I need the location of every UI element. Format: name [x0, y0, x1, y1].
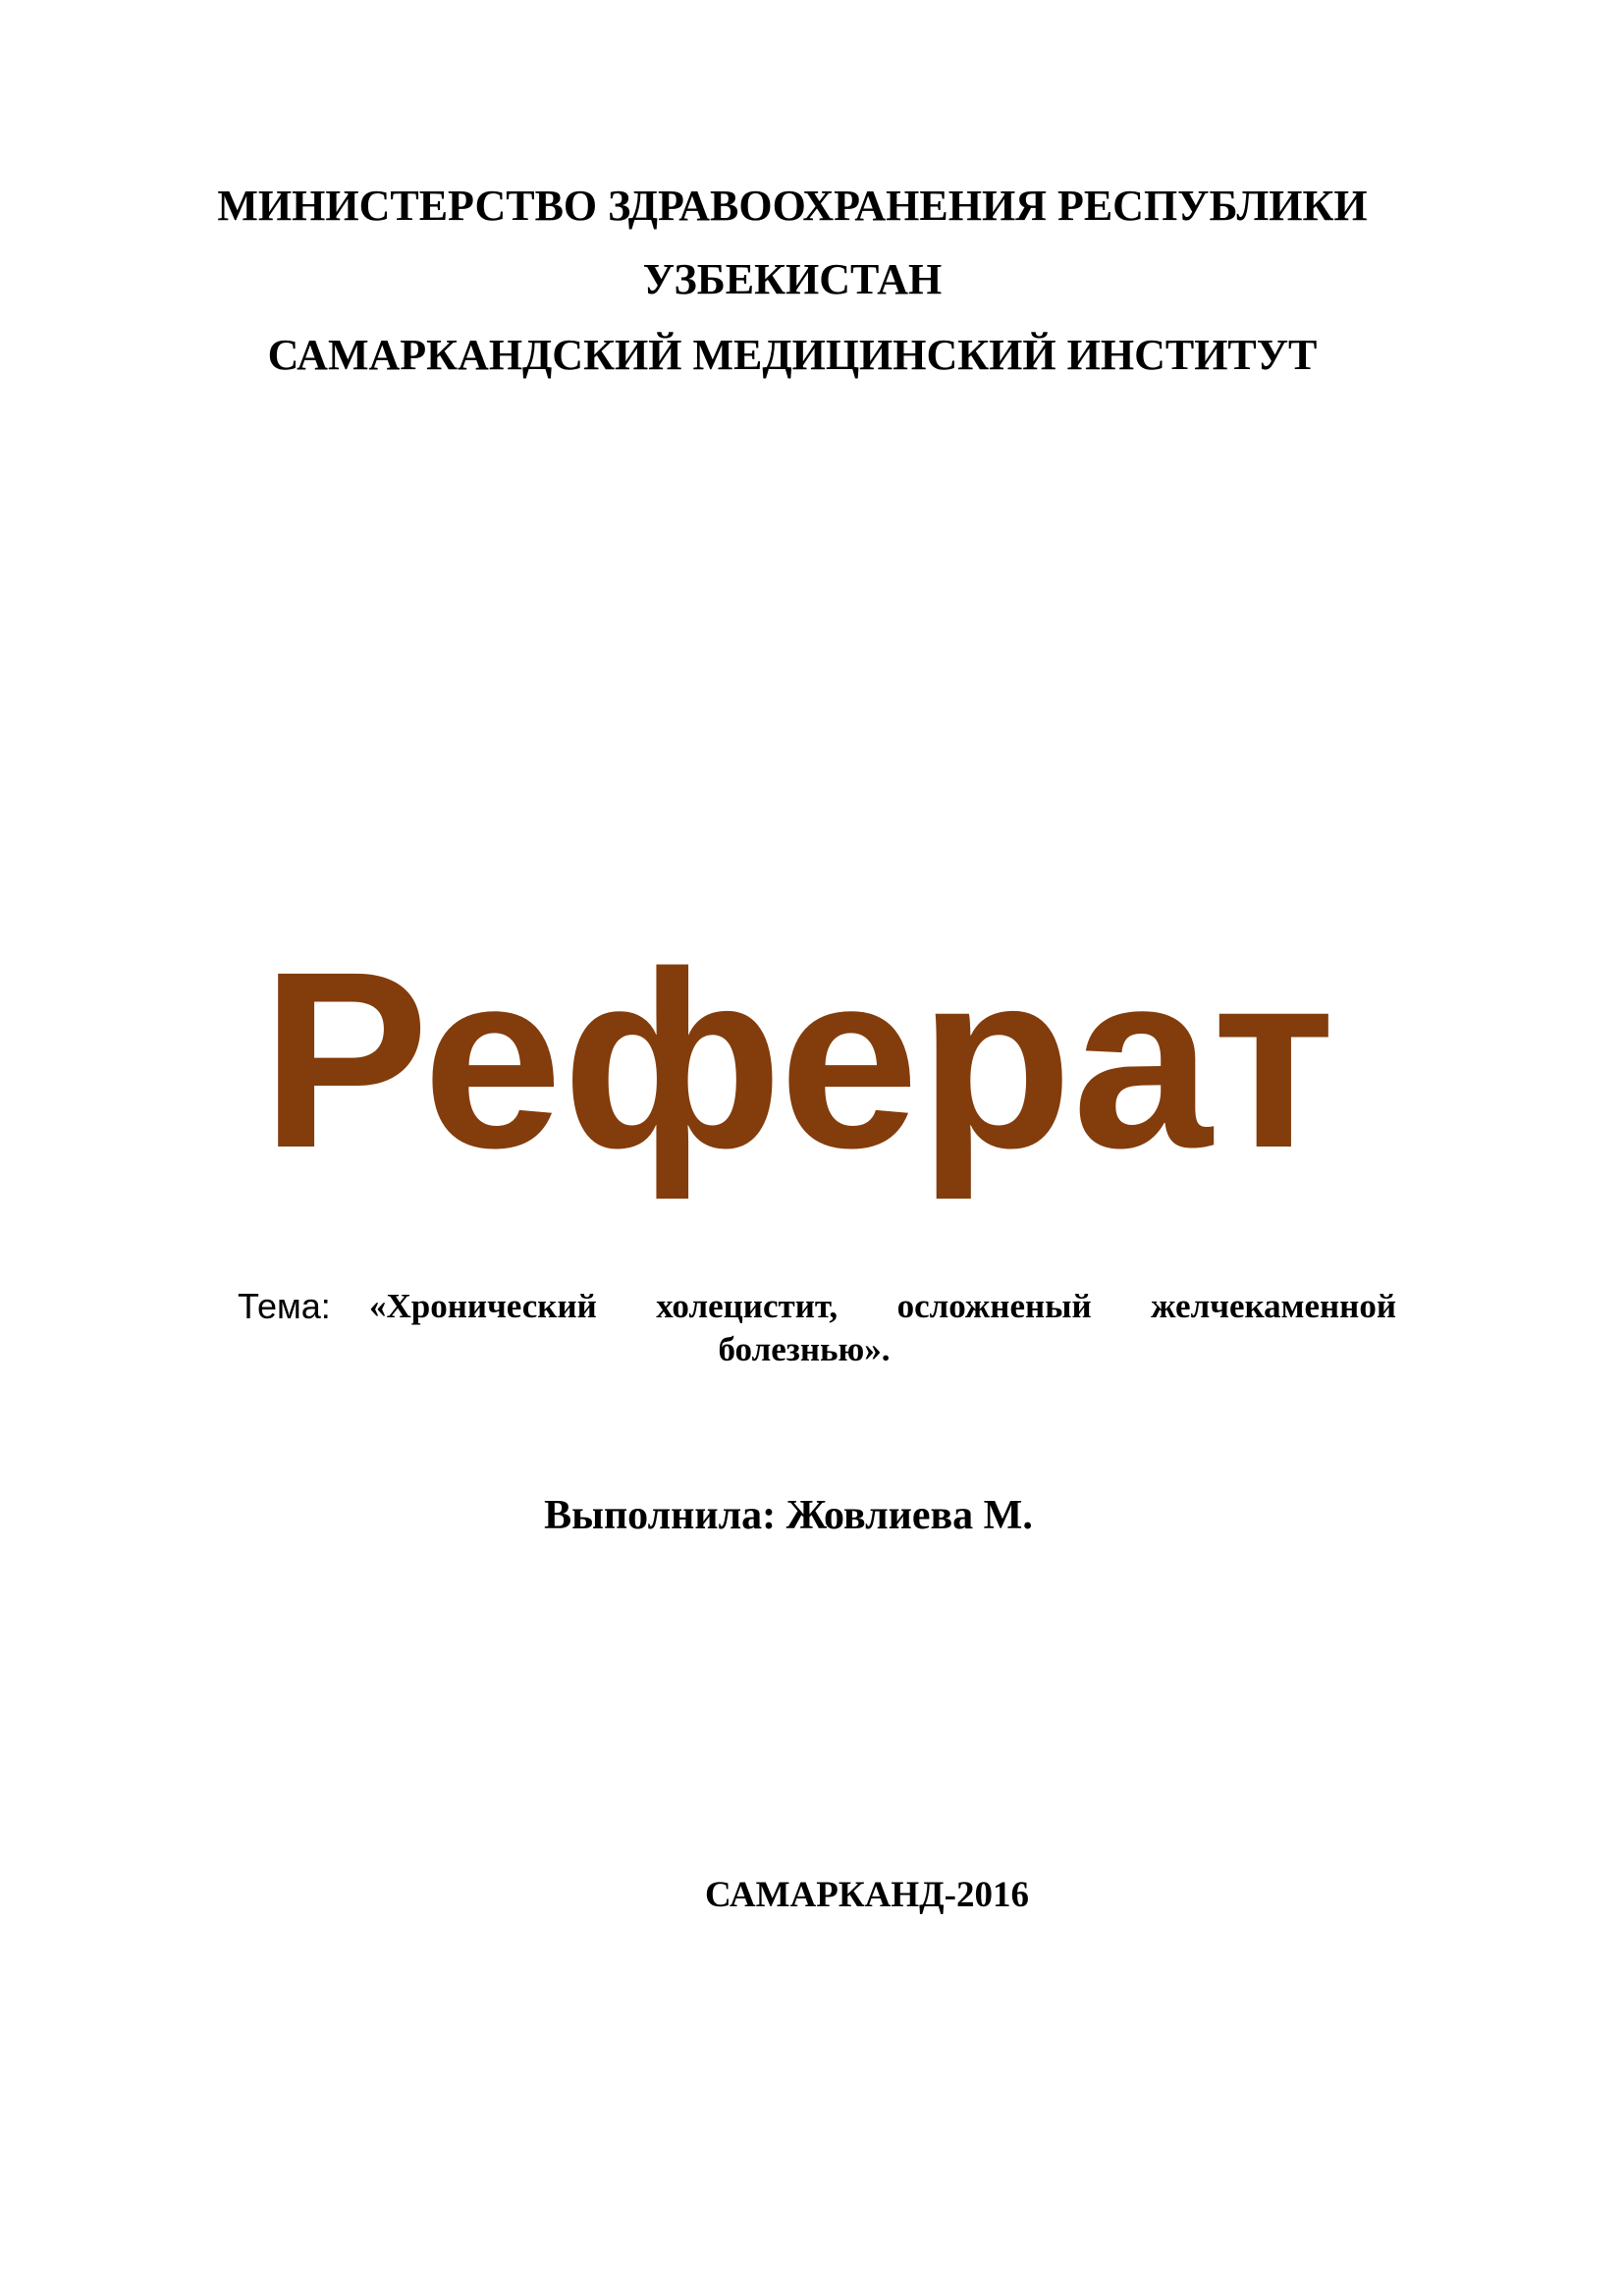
topic-text-line-2: болезнью».: [718, 1330, 891, 1368]
author-line: Выполнила: Жовлиева М.: [544, 1493, 1033, 1538]
ministry-heading-line-2: УЗБЕКИСТАН: [642, 255, 943, 303]
topic-block: [238, 1284, 1396, 1329]
topic-label: Тема:: [238, 1286, 331, 1326]
document-title: Реферат: [261, 920, 1335, 1201]
institute-heading: САМАРКАНДСКИЙ МЕДИЦИНСКИЙ ИНСТИТУТ: [267, 331, 1318, 379]
topic-text-line-1: «Хронический холецистит, осложненый желчекаменной: [369, 1287, 1396, 1325]
ministry-heading-line-1: МИНИСТЕРСТВО ЗДРАВООХРАНЕНИЯ РЕСПУБЛИКИ: [217, 182, 1368, 230]
city-year: САМАРКАНД-2016: [705, 1875, 1029, 1915]
